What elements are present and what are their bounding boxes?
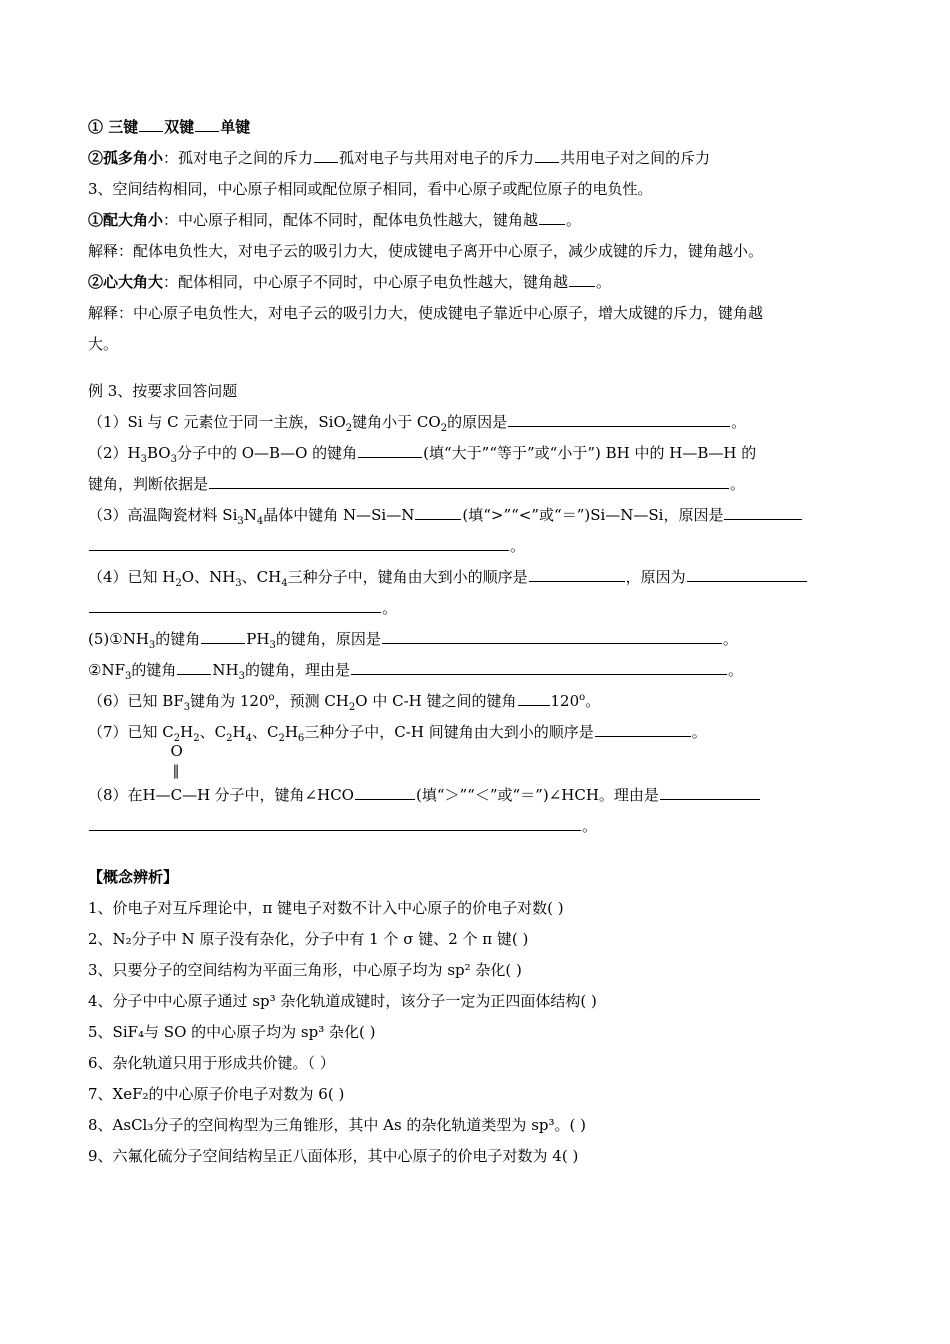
question-text: BO — [147, 444, 171, 462]
concept-item: 6、杂化轨道只用于形成共价键。（ ） — [88, 1054, 335, 1072]
subscript: 3 — [235, 578, 242, 589]
subscript: 2 — [175, 578, 182, 589]
question-text: 的键角 — [131, 661, 177, 679]
question-text: （1）Si 与 C 元素位于同一主族，SiO — [88, 413, 346, 431]
formaldehyde-structure — [142, 742, 215, 811]
question-text: 分子中的 O—B—O 的键角 — [176, 444, 358, 462]
question-text: PH — [246, 630, 270, 648]
punctuation: 。 — [727, 661, 743, 679]
subscript: 4 — [256, 516, 264, 527]
subscript: 3 — [140, 454, 147, 465]
question-text: NH — [212, 661, 239, 679]
punctuation: 。 — [596, 273, 612, 291]
rule-text: 双键 — [164, 118, 195, 136]
answer-blank[interactable] — [355, 781, 415, 800]
question-text: 三种分子中，键角由大到小的顺序是 — [287, 568, 528, 586]
subscript: 3 — [269, 640, 276, 651]
question-text: （3）高温陶瓷材料 Si — [88, 506, 238, 524]
answer-blank[interactable] — [660, 781, 760, 800]
question-text: （7）已知 C — [88, 723, 174, 741]
rule-electronegativity: 3、空间结构相同，中心原子相同或配位原子相同，看中心原子或配位原子的电负性。 — [88, 180, 653, 198]
subscript: 4 — [281, 578, 288, 589]
concept-item: 3、只要分子的空间结构为平面三角形，中心原子均为 sp² 杂化( ) — [88, 961, 522, 979]
punctuation: 。 — [691, 723, 707, 741]
answer-blank[interactable] — [139, 113, 163, 132]
question-4 — [88, 562, 863, 593]
concept-item: 9、六氟化硫分子空间结构呈正八面体形，其中心原子的价电子对数为 4( ) — [88, 1147, 579, 1165]
question-2-cont — [88, 469, 863, 500]
subscript: 4 — [245, 733, 252, 744]
question-text: （4）已知 H — [88, 568, 176, 586]
subscript: 2 — [193, 733, 200, 744]
question-3-cont — [88, 531, 863, 562]
question-text: O 中 C-H 键之间的键角 — [355, 692, 517, 710]
subscript: 3 — [237, 516, 244, 527]
question-text: (5)①NH — [88, 630, 149, 648]
punctuation: 。 — [510, 537, 526, 555]
concept-item: 1、价电子对互斥理论中，π 键电子对数不计入中心原子的价电子对数( ) — [88, 899, 564, 917]
punctuation: 。 — [730, 475, 746, 493]
explanation-center: 解释：中心原子电负性大，对电子云的吸引力大，使成键电子靠近中心原子，增大成键的斥力，键角越 — [88, 304, 764, 322]
rule-text: ：中心原子相同，配体不同时，配体电负性越大，键角越 — [163, 211, 539, 229]
subscript: 3 — [124, 671, 132, 682]
rule-text: 共用电子对之间的斥力 — [560, 149, 711, 167]
punctuation: 。 — [582, 817, 598, 835]
question-text: 的键角 — [155, 630, 201, 648]
answer-blank[interactable] — [539, 206, 565, 225]
answer-blank[interactable] — [508, 408, 730, 427]
circled-number: ② — [88, 273, 104, 291]
answer-blank[interactable] — [569, 268, 595, 287]
subscript: 3 — [148, 640, 156, 651]
question-text: H — [232, 723, 246, 741]
punctuation: 。 — [382, 599, 398, 617]
question-text: 、CH — [241, 568, 282, 586]
answer-blank[interactable] — [595, 718, 691, 737]
question-text: (填“＞”“＜”或“＝”)∠HCH。理由是 — [415, 786, 659, 804]
question-text: ，预测 CH — [274, 692, 349, 710]
answer-blank[interactable] — [89, 594, 381, 613]
rule-text: ：孤对电子之间的斥力 — [163, 149, 314, 167]
question-text: ，原因为 — [625, 568, 686, 586]
question-5b — [88, 655, 863, 686]
question-text: （8）在 — [88, 786, 143, 804]
answer-blank[interactable] — [382, 625, 722, 644]
rule-bond-order — [88, 112, 863, 143]
question-text: 的原因是 — [447, 413, 508, 431]
rule-title: 配大角小 — [103, 211, 164, 229]
question-8-cont — [88, 811, 863, 842]
rule-lone-pair — [88, 143, 863, 174]
question-text: 的键角，理由是 — [244, 661, 350, 679]
subscript: 2 — [226, 733, 233, 744]
answer-blank[interactable] — [529, 563, 625, 582]
answer-blank[interactable] — [724, 501, 802, 520]
superscript: o — [579, 692, 586, 703]
subscript: 2 — [348, 702, 356, 713]
concept-item: 2、N₂分子中 N 原子没有杂化，分子中有 1 个 σ 键、2 个 π 键( ) — [88, 930, 529, 948]
question-text: O、NH — [181, 568, 236, 586]
question-text: 晶体中键角 N—Si—N — [263, 506, 415, 524]
question-text: ②NF — [88, 661, 125, 679]
answer-blank[interactable] — [415, 501, 461, 520]
question-text: 键角为 120 — [190, 692, 269, 710]
question-2 — [88, 438, 863, 469]
question-text: （6）已知 BF — [88, 692, 184, 710]
circled-number: ① — [88, 118, 104, 136]
question-text: 、C — [199, 723, 227, 741]
superscript: o — [268, 692, 275, 703]
answer-blank[interactable] — [535, 144, 559, 163]
answer-blank[interactable] — [195, 113, 219, 132]
subscript: 3 — [170, 454, 177, 465]
answer-blank[interactable] — [358, 439, 422, 458]
answer-blank[interactable] — [209, 470, 729, 489]
rule-center — [88, 267, 863, 298]
oxygen-atom: O — [170, 742, 183, 760]
answer-blank[interactable] — [89, 532, 509, 551]
punctuation: 。 — [722, 630, 738, 648]
question-text: (填“大于”“等于”或“小于”) BH 中的 H—B—H 的 — [423, 444, 757, 462]
explanation-center-cont: 大。 — [88, 335, 119, 353]
rule-text: 三键 — [108, 118, 139, 136]
concept-item: 8、AsCl₃分子的空间构型为三角锥形，其中 As 的杂化轨道类型为 sp³。( ) — [88, 1116, 586, 1134]
circled-number: ② — [88, 149, 104, 167]
rule-title: 孤多角小 — [103, 149, 164, 167]
rule-ligand — [88, 205, 863, 236]
explanation-ligand: 解释：配体电负性大，对电子云的吸引力大，使成键电子离开中心原子，减少成键的斥力，键角越小。 — [88, 242, 764, 260]
subscript: 3 — [238, 671, 245, 682]
subscript: 3 — [183, 702, 191, 713]
question-text: 分子中，键角∠HCO — [214, 786, 354, 804]
answer-blank[interactable] — [89, 812, 581, 831]
punctuation: 。 — [731, 413, 747, 431]
question-text: 的键角，原因是 — [275, 630, 381, 648]
question-text: （2）H — [88, 444, 141, 462]
question-text: H — [180, 723, 194, 741]
question-4-cont — [88, 593, 863, 624]
example-title: 例 3、按要求回答问题 — [88, 382, 238, 400]
answer-blank[interactable] — [518, 687, 550, 706]
answer-blank[interactable] — [177, 656, 211, 675]
rule-text: 孤对电子与共用对电子的斥力 — [339, 149, 535, 167]
answer-blank[interactable] — [687, 563, 807, 582]
question-3 — [88, 500, 863, 531]
question-7 — [88, 717, 863, 748]
subscript: 2 — [278, 733, 285, 744]
question-5 — [88, 624, 863, 655]
double-bond: ‖ — [172, 763, 180, 779]
question-1 — [88, 407, 863, 438]
subscript: 6 — [297, 733, 305, 744]
circled-number: ① — [88, 211, 104, 229]
punctuation: 。 — [585, 692, 601, 710]
question-6 — [88, 686, 863, 717]
question-text: 、C — [251, 723, 279, 741]
concepts-title: 【概念辨析】 — [88, 868, 179, 886]
subscript: 2 — [440, 423, 448, 434]
question-text: 键角小于 CO — [352, 413, 441, 431]
concept-item: 7、XeF₂的中心原子价电子对数为 6( ) — [88, 1085, 345, 1103]
question-text: 120 — [550, 692, 580, 710]
rule-title: 心大角大 — [103, 273, 164, 291]
subscript: 2 — [173, 733, 181, 744]
punctuation: 。 — [566, 211, 582, 229]
question-text: 三种分子中，C-H 间键角由大到小的顺序是 — [304, 723, 594, 741]
document-page — [88, 112, 863, 1172]
concept-item: 4、分子中中心原子通过 sp³ 杂化轨道成键时，该分子一定为正四面体结构( ) — [88, 992, 597, 1010]
question-8 — [88, 742, 863, 811]
question-text: N — [243, 506, 257, 524]
concept-item: 5、SiF₄与 SO 的中心原子均为 sp³ 杂化( ) — [88, 1023, 376, 1041]
answer-blank[interactable] — [351, 656, 727, 675]
question-text: H — [284, 723, 298, 741]
formula-main-chain: H—C—H — [142, 786, 211, 804]
subscript: 2 — [345, 423, 353, 434]
concepts-list — [88, 893, 863, 1172]
question-text: (填“>”“<”或“＝”)Si—N—Si，原因是 — [462, 506, 724, 524]
rule-text: 单键 — [220, 118, 251, 136]
rule-text: ：配体相同，中心原子不同时，中心原子电负性越大，键角越 — [163, 273, 569, 291]
answer-blank[interactable] — [314, 144, 338, 163]
question-text: 键角，判断依据是 — [88, 475, 209, 493]
answer-blank[interactable] — [201, 625, 245, 644]
